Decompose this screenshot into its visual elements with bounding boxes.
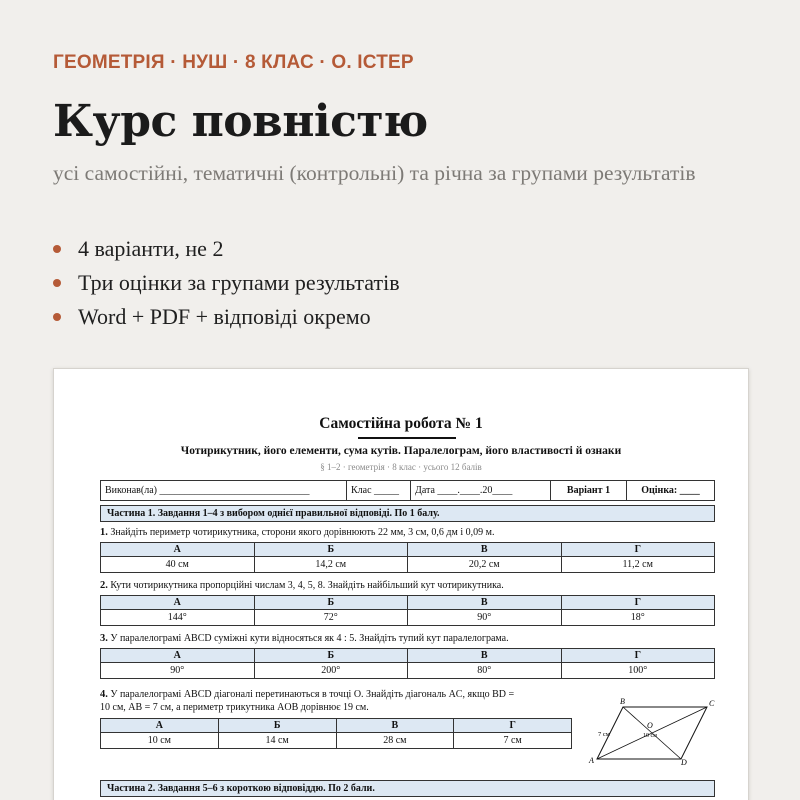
feature-text: 4 варіанти, не 2 [78, 236, 224, 261]
part2-header: Частина 2. Завдання 5–6 з короткою відповіддю. По 2 бали. [100, 780, 715, 797]
feature-list [53, 232, 400, 334]
worksheet-title: Самостійна робота № 1 [319, 415, 483, 432]
question-3 [100, 633, 509, 644]
option-value: 40 см [101, 557, 255, 573]
question-2 [100, 580, 504, 591]
answer-options-table [100, 595, 715, 626]
option-letter: Б [218, 719, 336, 733]
option-value: 200° [254, 663, 408, 679]
option-letter: Г [561, 596, 715, 610]
question-text: Знайдіть периметр чотирикутника, сторони якого дорівнюють 22 мм, 3 см, 0,6 дм і 0,09 м. [110, 527, 495, 538]
question-text: У паралелограмі ABCD діагоналі перетинаються в точці O. Знайдіть діагональ AC, якщо BD = [110, 689, 515, 700]
question-4-continued: 10 см, AB = 7 см, а периметр трикутника AOB дорівнює 19 см. [100, 702, 369, 713]
option-letter: Б [254, 649, 408, 663]
option-value: 72° [254, 610, 408, 626]
vertex-a-label: A [589, 756, 594, 765]
question-number: 1. [100, 527, 108, 538]
option-letter: А [101, 596, 255, 610]
option-value: 20,2 см [408, 557, 562, 573]
option-letter: В [408, 596, 562, 610]
option-value: 80° [408, 663, 562, 679]
grade-field: Оцінка: ____ [641, 485, 700, 496]
option-letter: А [101, 649, 255, 663]
option-letter: Г [454, 719, 572, 733]
option-letter: Г [561, 649, 715, 663]
option-letter: А [101, 543, 255, 557]
question-text: Кути чотирикутника пропорційні числам 3, 4, 5, 8. Знайдіть найбільший кут чотирикутника. [110, 580, 504, 591]
bullet-dot-icon [53, 245, 61, 253]
title-underline [358, 437, 456, 439]
option-letter: Г [561, 543, 715, 557]
option-letter: В [336, 719, 454, 733]
side-ab-label: 7 см [598, 731, 610, 738]
variant-label: Варіант 1 [551, 481, 627, 500]
bullet-dot-icon [53, 313, 61, 321]
question-number: 4. [100, 689, 108, 700]
option-value: 11,2 см [561, 557, 715, 573]
page-subtitle: усі самостійні, тематичні (контрольні) та річна за групами результатів [53, 161, 696, 185]
part1-header: Частина 1. Завдання 1–4 з вибором однієї правильної відповіді. По 1 балу. [100, 505, 715, 522]
question-1 [100, 527, 494, 538]
answer-options-table [100, 718, 572, 749]
course-kicker: ГЕОМЕТРІЯ · НУШ · 8 КЛАС · О. ІСТЕР [53, 52, 414, 73]
question-number: 2. [100, 580, 108, 591]
vertex-d-label: D [681, 758, 687, 765]
answer-options-table [100, 648, 715, 679]
feature-item [53, 300, 400, 334]
worksheet-meta: § 1–2 · геометрія · 8 клас · усього 12 балів [320, 462, 482, 472]
option-value: 100° [561, 663, 715, 679]
option-letter: В [408, 543, 562, 557]
page-title: Курс повністю [53, 96, 428, 147]
option-value: 144° [101, 610, 255, 626]
option-letter: В [408, 649, 562, 663]
option-letter: Б [254, 596, 408, 610]
option-value: 28 см [336, 733, 454, 749]
option-value: 90° [408, 610, 562, 626]
option-value: 14,2 см [254, 557, 408, 573]
intersection-o-label: O [647, 721, 653, 730]
bullet-dot-icon [53, 279, 61, 287]
date-field: Дата ____.____.20____ [411, 481, 551, 500]
feature-text: Три оцінки за групами результатів [78, 270, 400, 295]
vertex-c-label: C [709, 699, 715, 708]
class-field: Клас _____ [347, 481, 411, 500]
option-letter: А [101, 719, 219, 733]
feature-item [53, 266, 400, 300]
option-letter: Б [254, 543, 408, 557]
option-value: 90° [101, 663, 255, 679]
option-value: 10 см [101, 733, 219, 749]
option-value: 14 см [218, 733, 336, 749]
question-text: У паралелограмі ABCD суміжні кути відносяться як 4 : 5. Знайдіть тупий кут паралелограма. [110, 633, 509, 644]
question-number: 3. [100, 633, 108, 644]
feature-text: Word + PDF + відповіді окремо [78, 304, 371, 329]
vertex-b-label: B [620, 697, 625, 706]
student-name-field: Виконав(ла) ______________________________ [101, 481, 347, 500]
worksheet-preview [53, 368, 749, 800]
worksheet-topic: Чотирикутник, його елементи, сума кутів. Паралелограм, його властивості й ознаки [180, 445, 622, 457]
student-info-row [100, 480, 715, 501]
half-diagonal-label: 10 см [643, 733, 657, 739]
question-4 [100, 689, 514, 700]
parallelogram-figure [587, 695, 717, 765]
feature-item [53, 232, 400, 266]
option-value: 18° [561, 610, 715, 626]
option-value: 7 см [454, 733, 572, 749]
answer-options-table [100, 542, 715, 573]
